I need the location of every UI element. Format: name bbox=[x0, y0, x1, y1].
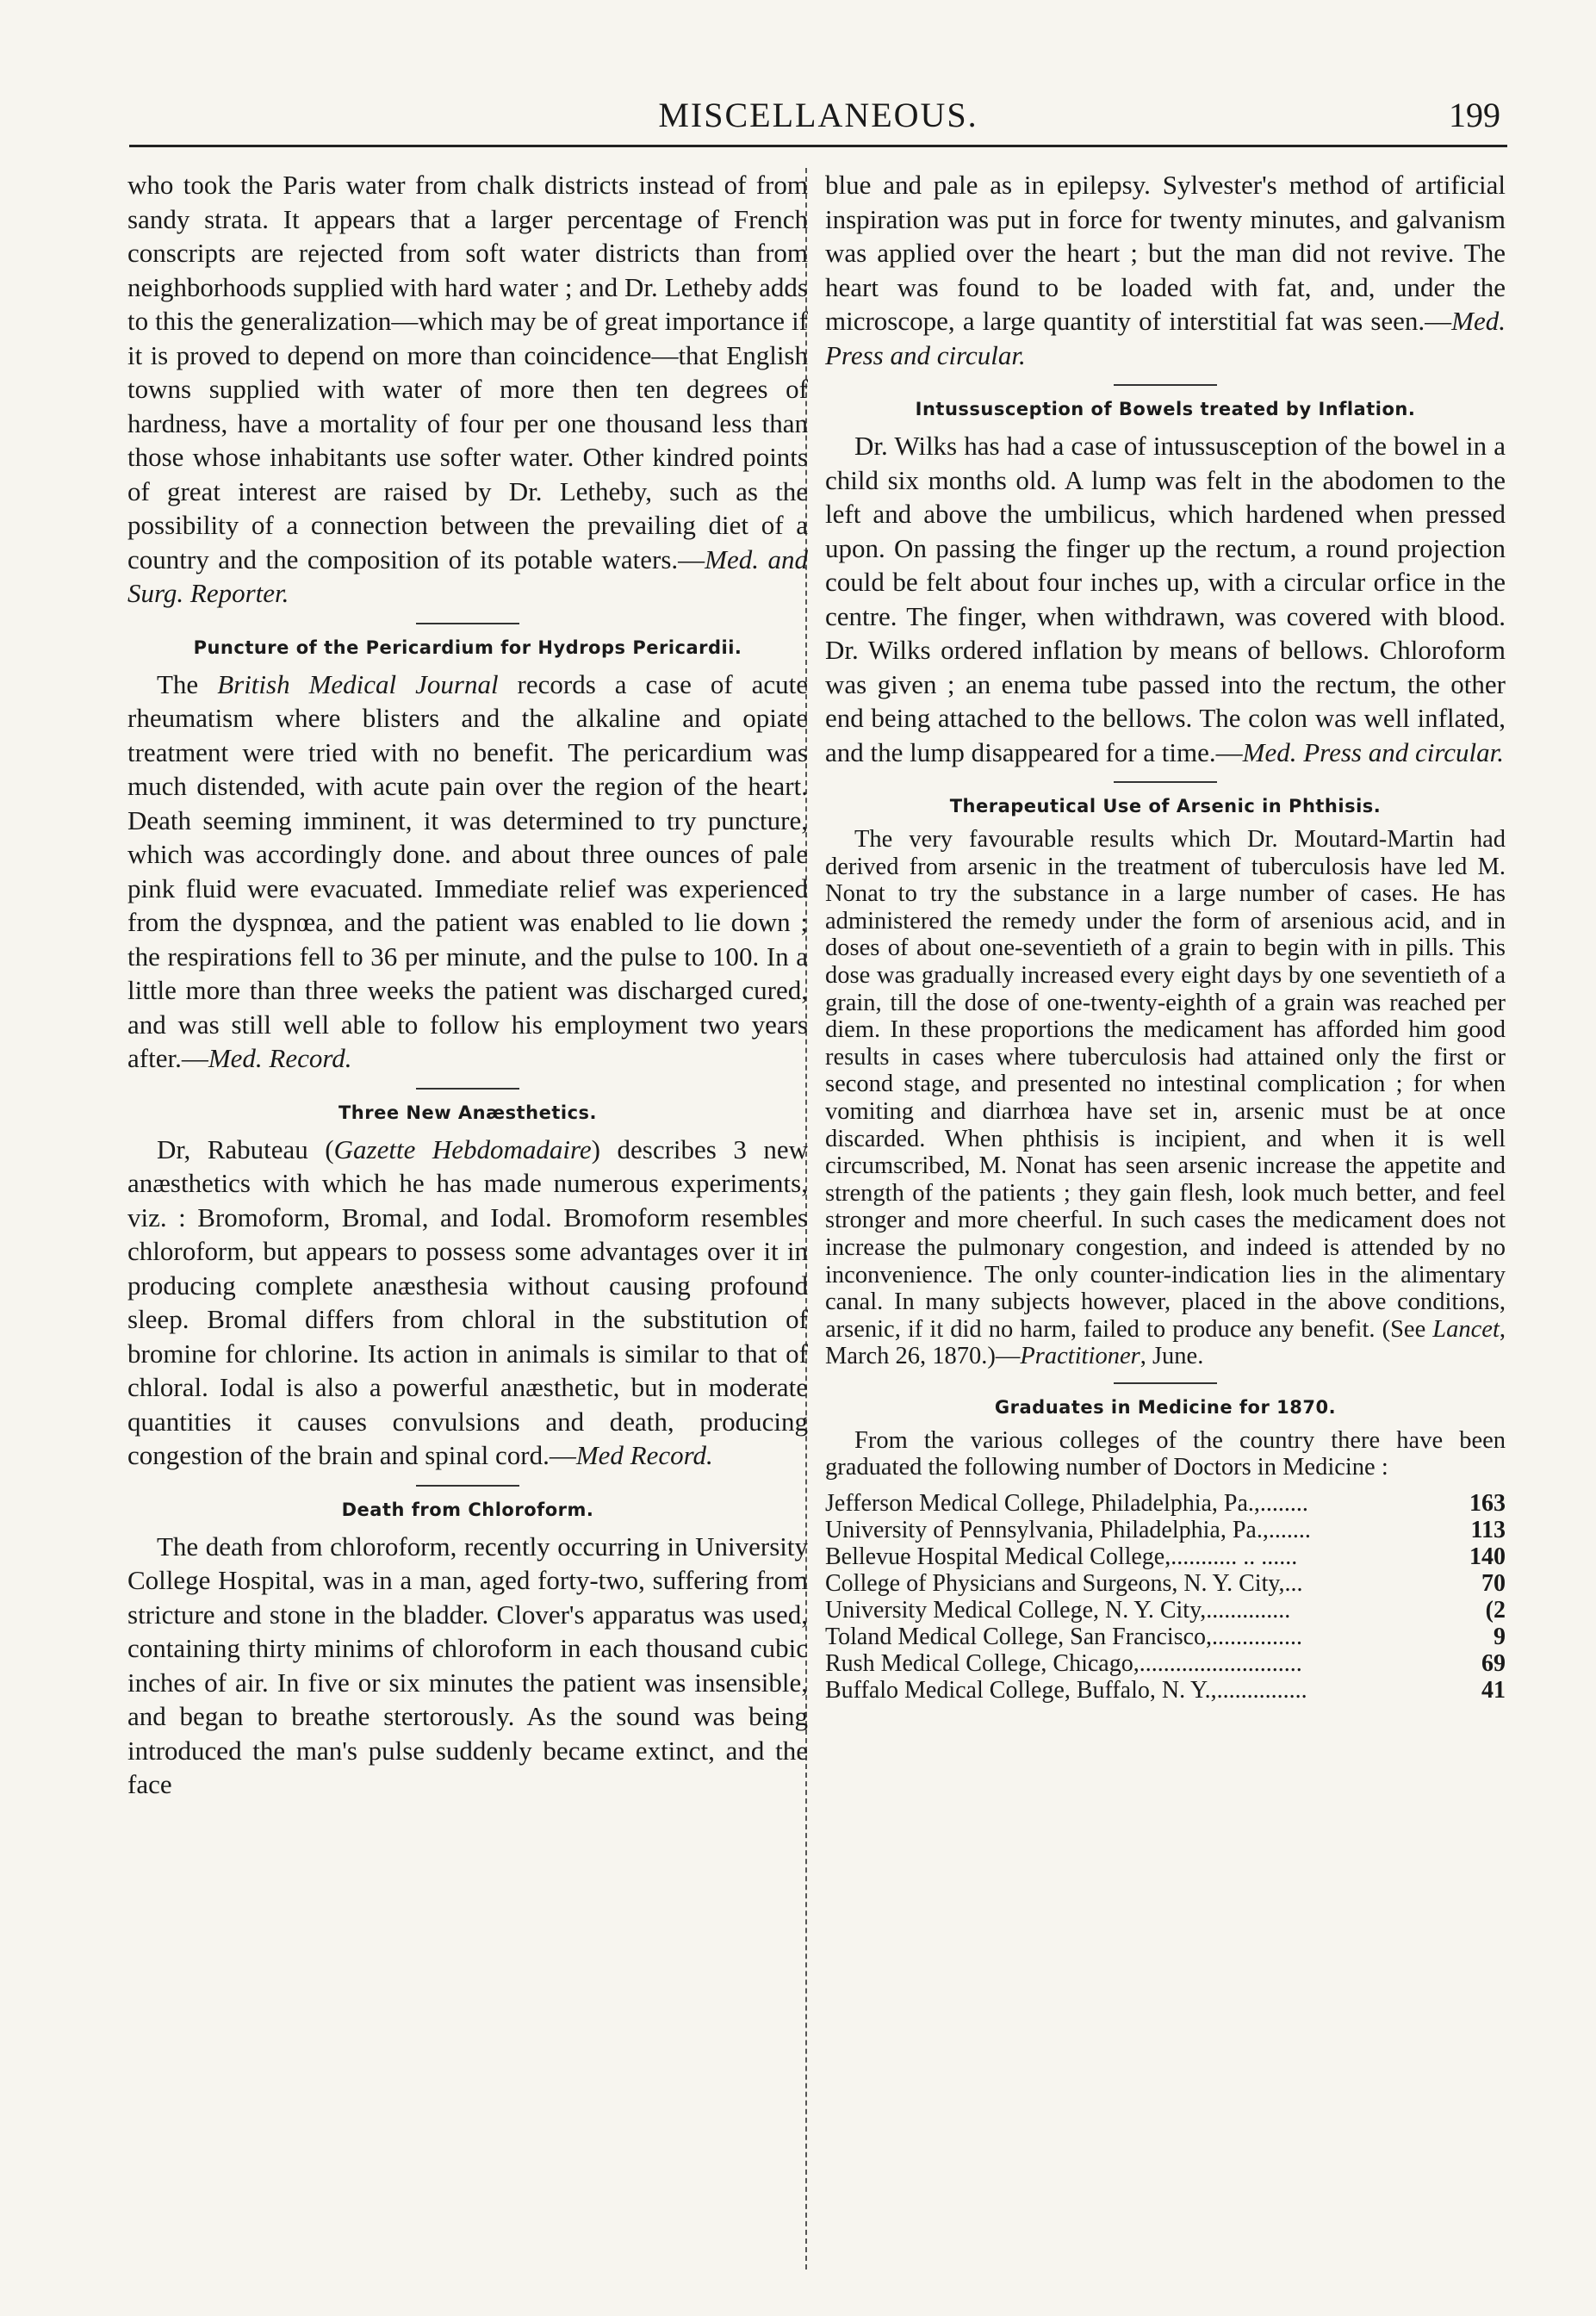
running-title: MISCELLANEOUS. bbox=[658, 96, 978, 134]
college-name: College of Physicians and Surgeons, N. Y. City,... bbox=[825, 1570, 1303, 1598]
graduate-count: 9 bbox=[1494, 1624, 1506, 1651]
college-name: Toland Medical College, San Francisco,............... bbox=[825, 1624, 1303, 1651]
graduate-count: 69 bbox=[1481, 1650, 1506, 1678]
table-row bbox=[825, 1570, 1506, 1597]
college-name: Jefferson Medical College, Philadelphia, Pa.,........ bbox=[825, 1490, 1308, 1518]
left-column bbox=[127, 168, 808, 1802]
section-rule bbox=[1114, 384, 1217, 386]
paragraph-text: The very favourable results which Dr. Moutard-Martin had derived from arsenic in the treatment of tuberculosis have led M. Nonat to try the substance in a large number of cases. He has administered the remedy under the form of arsenious acid, and in doses of about one-seventieth of a grain to begin with in pills. This dose was gradually increased every eight days by one seventieth of a grain, till the dose of one-twenty-eighth of a grain was reached per diem. In these proportions the medicament has afforded him good results in cases where tuberculosis had attained only the first or second stage, and presented no intestinal complication ; for when vomiting and diarrhœa have set in, arsenic must be at once discarded. When phthisis is incipient, and when it is well circumscribed, M. Nonat has seen arsenic increase the appetite and strength of the patients ; they gain flesh, look much better, and feel stronger and more cheerful. In such cases the medicament does not increase the pulmonary congestion, and indeed is attended by no inconvenience. The only counter-indication lies in the alimentary canal. In many subjects however, placed in the above conditions, arsenic, if it did no harm, failed to produce any benefit. (See bbox=[825, 826, 1506, 1343]
journal-name: British Medical Journal bbox=[217, 668, 499, 699]
citation: Med. and Surg. Reporter. bbox=[127, 543, 808, 608]
paragraph-text: Dr, Rabuteau ( bbox=[157, 1133, 334, 1164]
college-name: Buffalo Medical College, Buffalo, N. Y.,............... bbox=[825, 1677, 1307, 1704]
journal-name: Lancet bbox=[1432, 1315, 1500, 1343]
graduates-table bbox=[825, 1490, 1506, 1704]
college-name: Bellevue Hospital Medical College,........... .. ...... bbox=[825, 1543, 1298, 1571]
table-row bbox=[825, 1650, 1506, 1677]
section-rule bbox=[416, 1485, 519, 1487]
table-row bbox=[825, 1597, 1506, 1624]
paragraph-text: records a case of acute rheumatism where blisters and the alkaline and opiate treatment were tried with no benefit. The pericardium was much distended, with acute pain over the region of the heart. Death seeming imminent, it was determined to try puncture, which was accordingly done. and about three ounces of pale pink fluid were evacuated. Immediate relief was experienced from the dyspnœa, and the patient was enabled to lie down ; the respirations fell to 36 per minute, and the pulse to 100. In a little more than three weeks the patient was discharged cured, and was still well able to follow his employment two years after.— bbox=[127, 668, 809, 1073]
heading-arsenic-phthisis: Therapeutical Use of Arsenic in Phthisis. bbox=[949, 796, 1382, 816]
table-row bbox=[825, 1490, 1506, 1517]
graduate-count: 163 bbox=[1469, 1490, 1506, 1518]
paragraph-text: The bbox=[157, 668, 218, 699]
graduate-count: 140 bbox=[1469, 1543, 1506, 1571]
table-row bbox=[825, 1677, 1506, 1704]
citation: Practitioner bbox=[1020, 1343, 1140, 1370]
citation: Med Record. bbox=[575, 1440, 713, 1470]
paragraph-text: , March 26, 1870.)— bbox=[825, 1315, 1506, 1370]
graduate-count: 70 bbox=[1481, 1570, 1506, 1598]
heading-death-chloroform: Death from Chloroform. bbox=[341, 1499, 594, 1520]
heading-intussusception: Intussusception of Bowels treated by Inflation. bbox=[915, 399, 1416, 419]
table-row bbox=[825, 1517, 1506, 1543]
college-name: University Medical College, N. Y. City,.............. bbox=[825, 1597, 1291, 1624]
paragraph-text: blue and pale as in epilepsy. Sylvester's method of artificial inspiration was put in force for twenty minutes, and galvanism was applied over the heart ; but the man did not revive. The heart was found to be loaded with fat, and, under the microscope, a large quantity of interstitial fat was seen.— bbox=[825, 170, 1506, 336]
article-chloroform-continuation bbox=[825, 168, 1506, 372]
table-row bbox=[825, 1624, 1506, 1650]
heading-graduates: Graduates in Medicine for 1870. bbox=[994, 1396, 1337, 1418]
paragraph-text: who took the Paris water from chalk districts instead of from sandy strata. It appears that a larger percentage of French conscripts are rejected from soft water districts than from neighborhoods supplied with hard water ; and Dr. Letheby adds to this the generalization—which may be of great importance if it is proved to depend on more than coincidence—that English towns supplied with water of more then ten degrees of hardness, have a mortality of four per one thousand less than those whose inhabitants use softer water. Other kindred points of great interest are raised by Dr. Letheby, such as the possibility of a connection between the prevailing diet of a country and the composition of its potable waters.— bbox=[127, 170, 808, 574]
citation: Med. Record. bbox=[208, 1043, 352, 1073]
article-arsenic-phthisis bbox=[825, 826, 1506, 1370]
graduate-count: (2 bbox=[1485, 1597, 1506, 1624]
paragraph-text: Dr. Wilks has had a case of intussusception of the bowel in a child six months old. A lump was felt in the abodomen to the left and above the umbilicus, which hardened when pressed upon. On passing the finger up the rectum, a round projection could be felt about four inches up, with a circular orfice in the centre. The finger, when withdrawn, was covered with blood. Dr. Wilks ordered inflation by means of bellows. Chloroform was given ; an enema tube passed into the rectum, the other end being attached to the bellows. The colon was well inflated, and the lump disappeared for a time.— bbox=[825, 431, 1506, 767]
article-death-chloroform: The death from chloroform, recently occurring in University College Hospital, was in a man, aged forty-two, suffering from stricture and stone in the bladder. Clover's apparatus was used, containing thirty minims of chloroform in each thousand cubic inches of air. In five or six minutes the patient was insensible, and began to breathe stertorously. As the sound was being introduced the man's pulse suddenly became extinct, and the face bbox=[127, 1531, 808, 1799]
college-name: Rush Medical College, Chicago,........................... bbox=[825, 1650, 1302, 1678]
page-number: 199 bbox=[1449, 96, 1500, 134]
right-column bbox=[825, 168, 1506, 1704]
section-rule bbox=[416, 623, 519, 624]
journal-name: Gazette Hebdomadaire bbox=[333, 1133, 592, 1164]
page-header bbox=[129, 95, 1507, 146]
article-puncture-pericardium bbox=[127, 667, 808, 1076]
heading-puncture-pericardium: Puncture of the Pericardium for Hydrops Pericardii. bbox=[193, 636, 742, 658]
article-water-continuation bbox=[127, 168, 808, 611]
article-intussusception bbox=[825, 429, 1506, 769]
paragraph-text: , June. bbox=[1140, 1343, 1204, 1370]
heading-three-anaesthetics: Three New Anæsthetics. bbox=[338, 1102, 598, 1123]
paragraph-text: ) describes 3 new anæsthetics with which he has made numerous experiments, viz. : Bromoform, Bromal, and Iodal. Bromoform resembles chloroform, but appears to possess some advantages over it in producing complete anæsthesia without causing profound sleep. Bromal differs from chloral in the substitution of bromine for chlorine. Its action in animals is similar to that of chloral. Iodal is also a powerful anæsthetic, but in moderate quantities it causes convulsions and death, producing congestion of the brain and spinal cord.— bbox=[127, 1133, 809, 1470]
section-rule bbox=[416, 1088, 519, 1090]
article-three-anaesthetics bbox=[127, 1133, 808, 1473]
section-rule bbox=[1114, 781, 1217, 783]
citation: Med. Press and circular. bbox=[1242, 736, 1505, 767]
table-row bbox=[825, 1543, 1506, 1570]
section-rule bbox=[1114, 1382, 1217, 1384]
college-name: University of Pennsylvania, Philadelphia, Pa.,....... bbox=[825, 1517, 1311, 1544]
article-graduates-intro: From the various colleges of the country there have been graduated the following number of Doctors in Medicine : bbox=[825, 1426, 1506, 1481]
graduate-count: 41 bbox=[1481, 1677, 1506, 1704]
graduate-count: 113 bbox=[1470, 1517, 1506, 1544]
citation: Med. Press and circular. bbox=[825, 306, 1506, 370]
header-rule bbox=[129, 145, 1507, 147]
